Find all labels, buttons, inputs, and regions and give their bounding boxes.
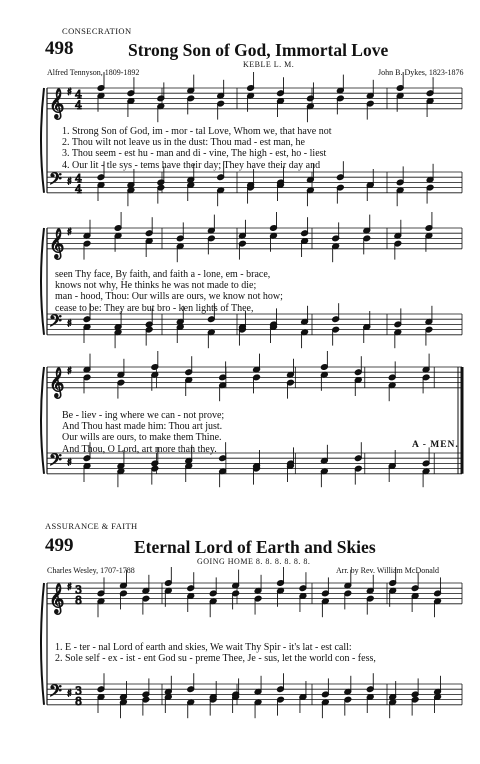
bass-clef-icon: 𝄢 xyxy=(49,310,62,335)
tune-name: KEBLE L. M. xyxy=(243,60,295,69)
time-signature: 8 xyxy=(75,593,82,607)
sharp-icon: ♯ xyxy=(67,688,72,700)
hymn-title: Eternal Lord of Earth and Skies xyxy=(134,537,376,557)
sharp-icon: ♯ xyxy=(67,87,72,99)
arranger-credit: Arr. by Rev. William McDonald xyxy=(336,566,439,575)
time-signature: 4 xyxy=(75,88,82,102)
time-signature: 4 xyxy=(75,98,82,112)
bass-clef-icon: 𝄢 xyxy=(49,449,62,474)
author-credit: Alfred Tennyson, 1809-1892 xyxy=(47,68,140,77)
sharp-icon: ♯ xyxy=(67,457,72,469)
treble-clef-icon: 𝄞 xyxy=(49,228,65,259)
category-label: CONSECRATION xyxy=(62,26,132,36)
category-label: ASSURANCE & FAITH xyxy=(45,521,138,531)
time-signature: 3 xyxy=(75,583,82,597)
amen-text: A - MEN. xyxy=(412,440,459,450)
time-signature: 4 xyxy=(75,182,82,196)
sharp-icon: ♯ xyxy=(67,176,72,188)
bass-clef-icon: 𝄢 xyxy=(49,680,62,705)
verse-lyrics-block: 1. E - ter - nal Lord of earth and skies, We wait Thy Spir - it's lat - est call: 2. Sole self - ex - ist - ent God su - preme Thee, Je - sus, let the world con - fess, xyxy=(55,642,376,665)
sharp-icon: ♯ xyxy=(67,318,72,330)
bass-clef-icon: 𝄢 xyxy=(49,168,62,193)
time-signature: 4 xyxy=(75,172,82,186)
treble-clef-icon: 𝄞 xyxy=(49,583,65,614)
sharp-icon: ♯ xyxy=(67,227,72,239)
treble-clef-icon: 𝄞 xyxy=(49,367,65,398)
verse-lyrics-block: seen Thy face, By faith, and faith a - lone, em - brace, knows not why, He thinks he was not made to die; man - hood, Thou: Our wills are ours, we know not how; cease to be: They are but bro - ken lights of Thee, xyxy=(55,269,283,314)
hymn-number: 499 xyxy=(45,535,74,556)
sharp-icon: ♯ xyxy=(67,366,72,378)
author-credit: Charles Wesley, 1707-1788 xyxy=(47,566,135,575)
hymn-title: Strong Son of God, Immortal Love xyxy=(128,40,389,60)
verse-lyrics-block: 1. Strong Son of God, im - mor - tal Love, Whom we, that have not 2. Thou wilt not leave us in the dust: Thou mad - est man, he 3. Thou seem - est hu - man and di - vine, The high - est, ho - liest 4. Our lit - tle sys - tems have their day; They have their day and xyxy=(62,126,332,171)
sharp-icon: ♯ xyxy=(67,582,72,594)
composer-credit: John B. Dykes, 1823-1876 xyxy=(378,68,464,77)
treble-clef-icon: 𝄞 xyxy=(49,88,65,119)
hymn-number: 498 xyxy=(45,38,74,59)
tune-name: GOING HOME 8. 8. 8. 8. 8. 8. xyxy=(197,557,311,566)
time-signature: 3 xyxy=(75,684,82,698)
time-signature: 8 xyxy=(75,694,82,708)
verse-lyrics-block: Be - liev - ing where we can - not prove; And Thou hast made him: Thou art just. Our wills are ours, to make them Thine. And Thou, O Lord, art more than they. xyxy=(62,410,225,455)
